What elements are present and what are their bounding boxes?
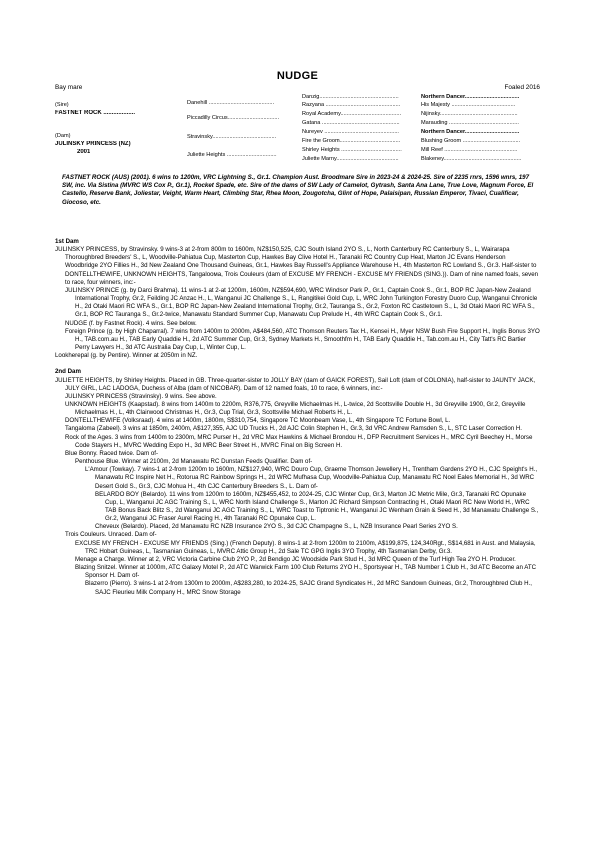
section-heading-2nd-dam: 2nd Dam bbox=[55, 368, 81, 376]
pedigree-gen4-4: Marauding ............................................. bbox=[421, 120, 519, 126]
pedigree-gen4-7: Mill Reef ............................................... bbox=[421, 147, 518, 153]
dam2-paragraph: JULIETTE HEIGHTS, by Shirley Heights. Placed in GB. Three-quarter-sister to JOLLY BAY (dam of GAICK FOREST), Sail Loft (dam of COLONIA), half-sister to JAUNTY JACK, JULY GIRL, LAC LADOGA, Duchess of Alba (dam of NICOBAR). Dam of 12 named foals, 10 to race, 6 winners, inc:- bbox=[55, 376, 536, 392]
dam1-foal-lookherepal: Lookherepal (g. by Pentire). Winner at 2050m in NZ. bbox=[55, 352, 198, 360]
pedigree-gen4-5: Northern Dancer................................... bbox=[421, 129, 520, 135]
dam1-paragraph: JULINSKY PRINCESS, by Stravinsky. 9 wins-3 at 2-from 800m to 1600m, NZ$150,525, CJC South Island 2YO S., L, North Canterbury RC Canterbury S., L, Wairarapa Thoroughbred Breeders' S., L, Woodville-Pahiatua Cup, Masterton Cup, Hawkes Bay Clive Hotel H., Taranaki RC Country Cup Heat, Marton JC Evans Henderson Woodbridge 2YO Fillies H., 3d New Zealand One Thousand Guineas, Gr.1, Hawkes Bay Russell's Appliance Warehouse H., 4th Masterton RC Lowland S., Gr.3. Half-sister to DONTELLTHEWIFE, UNKNOWN HEIGHTS, Tangaloома, Trois Couleurs (dam of EXCUSE MY FRENCH - EXCUSE MY FRIENDS (SING.)). Dam of nine named foals, seven to race, four winners, inc:- bbox=[55, 246, 539, 286]
grandfoal-blazerro: Blazerro (Pierro). 3 wins-1 at 2-from 1300m to 2000m, A$283,280, to 2024-25, SAJC Grand Syndicates H., 2d MRC Sandown Guineas, Gr.2, Thoroughbred Club H., SAJC Fleurieu Milk Company H., MRC Snow Storage bbox=[85, 580, 533, 596]
dam1-foal-nudge: NUDGE (f. by Fastnet Rock). 4 wins. See below. bbox=[65, 319, 197, 327]
grandfoal-lamour: L'Amour (Towkay). 7 wins-1 at 2-from 1200m to 1600m, NZ$127,940, WRC Douro Cup, Graeme Thomson Jewellery H., Trentham Gardens 2YO H., CJC Speight's H., Manawatu RC Inspire Net H., Rotorua RC Rainbow Springs H., 2d WRC Mufhasa Cup, Woodville-Pahiatua Cup, Manawatu RC Noel Eales Memorial H., 3d WRC Desert Gold S., Gr.3, CJC Mohua H., 4th CJC Canterbury Breeders S., L. Dam of- bbox=[85, 466, 538, 490]
pedigree-gen4-1: Northern Dancer................................... bbox=[421, 94, 520, 100]
pedigree-gen3-3: Royal Academy....................................... bbox=[302, 111, 402, 117]
dam2-foal-rock-of-the-ages: Rock of the Ages. 3 wins from 1400m to 2300m, MRC Purser H., 2d VRC Max Hawkins & Michael Brondou H., DFP Recruitment Services H., MRC Cyril Beechey H., Morse Code Stayers H., MVRC Wedding Expo H., 3d MRC Beer Street H., MVRC Final on Big Screen H. bbox=[65, 433, 533, 449]
sire-summary: FASTNET ROCK (AUS) (2001). 6 wins to 1200m, VRC Lightning S., Gr.1. Champion Aust. Broodmare Sire in 2023-24 & 2024-25. Sire of 2235 rnrs, 1596 wnrs, 197 SW, inc. Via Sistina (MVRC WS Cox P., Gr.1), Rocket Spade, etc. Sire of the dams of SW Lady of Camelot, Gytrash, Santa Ana Lane, True Love, Magnum Force, El Castello, Reserve Bank, Joliestar, Veight, Warm Heart, Climbing Star, Rhea Moon, Zougotcha, Glint of Hope, Palaisipan, Russian Emperor, Tivaci, Cualificar, Giocoso, etc. bbox=[62, 174, 534, 206]
dam2-foal-julinsky-princess: JULINSKY PRINCESS (Stravinsky). 9 wins. See above. bbox=[65, 392, 217, 400]
sire-name: FASTNET ROCK ................... bbox=[55, 110, 136, 116]
pedigree-gen3-7: Shirley Heights ....................................... bbox=[302, 147, 402, 153]
foaled-label: Foaled 2016 bbox=[504, 84, 540, 91]
dam1-foal-julinsky-prince: JULINSKY PRINCE (g. by Darci Brahma). 11 wins-1 at 2-at 1200m, 1600m, NZ$594,690, WRC Windsor Park P., Gr.1, Captain Cook S., Gr.1, BOP RC Japan-New Zealand International Trophy, Gr.2, Feilding JC Anzac H., L, Wanganui JC Challenge S., L, Rangitikei Gold Cup, L, WRC John Turkington Forestry Duoro Cup, Wanganui Chronicle H., 2d Otaki Maori RC WFA S., Gr.1, BOP RC Japan-New Zealand International Trophy, Gr.2, Tauranga S., Gr.2, Foxton RC Castletown S., L, 3d Otaki Maori RC WFA S., Gr.1, BOP RC Tauranga S., Gr.2-twice, Manawatu Standard Summer Cup, Manawatu Cup Prelude H., 4th WRC Captain Cook S., Gr.1. bbox=[65, 286, 538, 319]
pedigree-gen3-2: Razyana ................................................ bbox=[302, 102, 401, 108]
pedigree-gen3-5: Nureyev ................................................ bbox=[302, 129, 399, 135]
dam2-foal-tangaloma: Tangaloma (Zabeel). 3 wins at 1850m, 2400m, A$127,355, AJC UD Trucks H., 2d AJC Colin Stephen H., Gr.3, 3d VRC Andrew Ramsden S., L, STC Laser Correction H. bbox=[65, 425, 523, 433]
pedigree-gen4-6: Blushing Groom ..................................... bbox=[421, 138, 521, 144]
pedigree-gen3-4: Gatana .................................................. bbox=[302, 120, 400, 126]
pedigree-gen2-3: Stravinsky......................................... bbox=[187, 134, 277, 140]
pedigree-gen4-8: Blakeney.................................................. bbox=[421, 156, 522, 162]
grandfoal-penthouse-blue: Penthouse Blue. Winner at 2100m, 2d Manawatu RC Dunstan Feeds Qualifier. Dam of- bbox=[75, 458, 313, 466]
dam2-foal-trois-couleurs: Trois Couleurs. Unraced. Dam of- bbox=[65, 531, 157, 539]
sex-label: Bay mare bbox=[55, 84, 83, 91]
grandfoal-belardo-boy: BELARDO BOY (Belardo). 11 wins from 1200m to 1600m, NZ$455,452, to 2024-25, CJC Winter Cup, Gr.3, Marton JC Metric Mile, Gr.3, Taranaki RC Opunake Cup, L, Wanganui JC AGC Training S., L, WRC North Island Challenge S., Marton JC Richard Simpson Contracting H., Otaki Maori RC New World H., WRC TAB Bonus Back Blitz S., 2d Wanganui JC AGC Training S., L, WRC Toast to Tiptronic H., Wanganui JC Wenham Grain & Seed H., 3d Manawatu Challenge S., Gr.2, Wanganui JC Fraser Aurel Racing H., 4th Taranaki RC Opunake Cup, L. bbox=[95, 490, 539, 523]
pedigree-gen3-6: Fire the Groom....................................... bbox=[302, 138, 401, 144]
grandfoal-excuse-my-french: EXCUSE MY FRENCH - EXCUSE MY FRIENDS (Sing.) (French Deputy). 8 wins-1 at 2-from 1200m to 2100m, A$199,875, 124,340Rgt., S$14,681 in Aust. and Malaysia, TRC Hobart Guineas, L, Tasmanian Guineas, L, MVRC Attic Group H., 2d Sale TC GPG Inglis 3YO Trophy, 4th Tasmanian Derby, Gr.3. bbox=[75, 539, 536, 555]
pedigree-gen4-3: Nijinsky.................................................. bbox=[421, 111, 518, 117]
section-heading-1st-dam: 1st Dam bbox=[55, 238, 79, 245]
pedigree-gen4-2: His Majesty ......................................... bbox=[421, 102, 516, 108]
dam-label: (Dam) bbox=[55, 133, 71, 139]
dam2-foal-blue-bonny: Blue Bonny. Raced twice. Dam of- bbox=[65, 449, 159, 457]
pedigree-gen2-1: Danehill .......................................... bbox=[187, 100, 275, 106]
dam1-foal-foreign-prince: Foreign Prince (g. by High Chaparral). 7 wins from 1400m to 2000m, A$484,560, ATC Thomson Reuters Tax H., Kensei H., Myer NSW Bush Fire Support H., Inglis Bonus 3YO H., TAB.com.au H., TAB Early Quaddie H., 2d ATC Summer Cup, Gr.3, Sydney Markets H., Smoothfm H., TAB Early Quaddie H., Tab.com.au H., City Tatt's RC Bartier Perry Lawyers H., 3d ATC Australia Day Cup, L, Winter Cup, L. bbox=[65, 327, 540, 352]
pedigree-gen3-1: Danzig................................................... bbox=[302, 94, 399, 100]
dam2-foal-unknown-heights: UNKNOWN HEIGHTS (Kaapstad). 8 wins from 1400m to 2200m, R376,775, Greyville Michaelmas H., L-twice, 2d Scottsville Double H., 3d Greyville 1900, Gr.2, Greyville Michaelmas H., L, 4th Clairwood Christmas H., Gr.3, Cup Trial, Gr.3, Scottsville Michael Roberts H., L. bbox=[65, 400, 526, 417]
pedigree-gen3-8: Juliette Marny........................................ bbox=[302, 156, 399, 162]
sire-label: (Sire) bbox=[55, 102, 69, 108]
produce-record bbox=[55, 238, 540, 597]
horse-name-title: NUDGE bbox=[276, 70, 319, 82]
dam-year: 2001 bbox=[77, 149, 91, 155]
dam-name: JULINSKY PRINCESS (NZ) bbox=[55, 141, 131, 147]
grandfoal-blazing-snitzel: Blazing Snitzel. Winner at 1000m, ATC Galaxy Motel P., 2d ATC Warwick Farm 100 Club Returns 2YO H., Sportsyear H., TAB Number 1 Club H., 3d ATC Become an ATC Sponsor H. Dam of- bbox=[75, 564, 537, 580]
dam2-foal-dontellthewife: DONTELLTHEWIFE (Volksraad). 4 wins at 1400m, 1800m, S$310,754, Singapore TC Moonbeam Vase, L, 4th Singapore TC Fortune Bowl, L. bbox=[65, 417, 451, 425]
grandfoal-menage-a-charge: Menage a Charge. Winner at 2, VRC Victoria Carbine Club 2YO P., 2d Bendigo JC Woodside Park Stud H., 3d MRC Queen of the Turf High Tea 2YO H. Producer. bbox=[75, 555, 516, 563]
grandfoal-cheveux: Cheveux (Belardo). Placed, 2d Manawatu RC NZB Insurance 2YO S., 3d CJC Champagne S., L, NZB Insurance Pearl Series 2YO S. bbox=[95, 523, 458, 531]
pedigree-gen2-4: Juliette Heights ................................ bbox=[187, 152, 277, 158]
pedigree-gen2-2: Piccadilly Circus................................. bbox=[187, 115, 280, 121]
